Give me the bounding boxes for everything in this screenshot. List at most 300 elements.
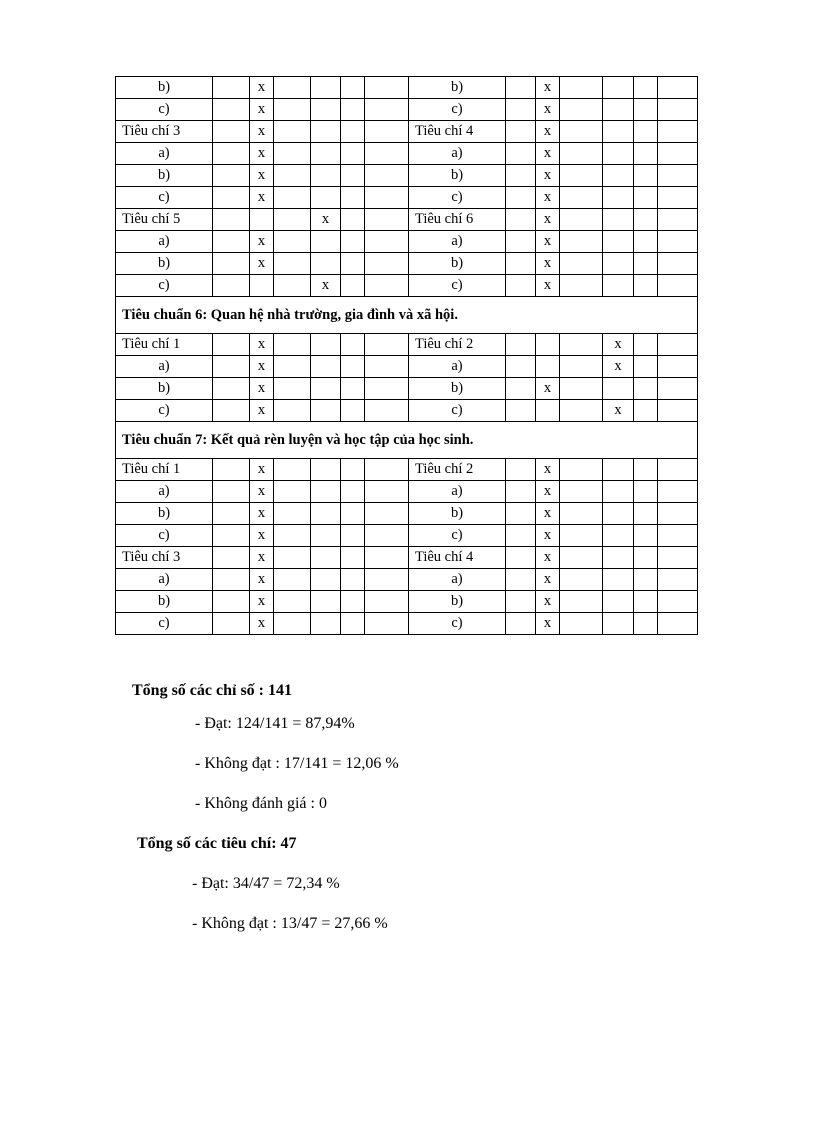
rating-cell — [560, 209, 603, 231]
right-criterion-label: c) — [409, 187, 506, 209]
rating-cell — [560, 121, 603, 143]
standard-heading-row — [116, 297, 698, 334]
rating-cell — [506, 459, 536, 481]
right-criterion-label: b) — [409, 503, 506, 525]
table-row — [116, 99, 698, 121]
rating-cell — [341, 459, 365, 481]
spacer-cell — [365, 459, 409, 481]
rating-cell: x — [250, 378, 274, 400]
rating-cell — [274, 99, 311, 121]
indicators-pass: - Đạt: 124/141 = 87,94% — [195, 715, 355, 732]
rating-cell: x — [536, 275, 560, 297]
spacer-cell — [365, 400, 409, 422]
right-criterion-label: a) — [409, 481, 506, 503]
rating-cell — [560, 378, 603, 400]
rating-cell — [213, 525, 250, 547]
rating-cell: x — [250, 525, 274, 547]
rating-cell — [603, 253, 634, 275]
rating-cell — [634, 99, 658, 121]
rating-cell — [311, 503, 341, 525]
rating-cell — [213, 400, 250, 422]
rating-cell — [634, 569, 658, 591]
rating-cell — [213, 459, 250, 481]
rating-cell — [634, 356, 658, 378]
right-criterion-label: c) — [409, 99, 506, 121]
table-row — [116, 525, 698, 547]
rating-cell — [274, 378, 311, 400]
rating-cell — [274, 77, 311, 99]
spacer-cell — [365, 165, 409, 187]
right-criterion-label: Tiêu chí 4 — [409, 547, 506, 569]
right-criterion-label: Tiêu chí 2 — [409, 459, 506, 481]
spacer-cell — [365, 187, 409, 209]
rating-cell — [603, 547, 634, 569]
left-criterion-label: c) — [116, 400, 213, 422]
rating-cell — [311, 99, 341, 121]
rating-cell — [603, 503, 634, 525]
rating-cell: x — [536, 187, 560, 209]
spacer-cell — [658, 165, 698, 187]
rating-cell — [603, 77, 634, 99]
rating-cell — [506, 591, 536, 613]
rating-cell — [213, 99, 250, 121]
criteria-fail: - Không đạt : 13/47 = 27,66 % — [192, 915, 388, 932]
spacer-cell — [658, 378, 698, 400]
rating-cell — [341, 77, 365, 99]
rating-cell — [213, 481, 250, 503]
rating-cell — [560, 547, 603, 569]
rating-cell — [274, 143, 311, 165]
spacer-cell — [365, 99, 409, 121]
table-row — [116, 569, 698, 591]
rating-cell: x — [250, 569, 274, 591]
rating-cell — [311, 334, 341, 356]
right-criterion-label: c) — [409, 400, 506, 422]
spacer-cell — [365, 613, 409, 635]
rating-cell — [506, 253, 536, 275]
spacer-cell — [365, 209, 409, 231]
right-criterion-label: Tiêu chí 6 — [409, 209, 506, 231]
rating-cell — [341, 231, 365, 253]
rating-cell — [603, 275, 634, 297]
left-criterion-label: a) — [116, 481, 213, 503]
table-row — [116, 121, 698, 143]
rating-cell — [274, 165, 311, 187]
rating-cell — [603, 569, 634, 591]
rating-cell — [603, 378, 634, 400]
rating-cell: x — [536, 613, 560, 635]
rating-cell — [506, 77, 536, 99]
right-criterion-label: b) — [409, 165, 506, 187]
rating-cell — [560, 503, 603, 525]
right-criterion-label: b) — [409, 591, 506, 613]
rating-cell — [506, 613, 536, 635]
spacer-cell — [658, 591, 698, 613]
rating-cell: x — [536, 481, 560, 503]
rating-cell — [274, 525, 311, 547]
left-criterion-label: Tiêu chí 5 — [116, 209, 213, 231]
rating-cell: x — [250, 356, 274, 378]
rating-cell — [250, 275, 274, 297]
rating-cell — [213, 569, 250, 591]
left-criterion-label: c) — [116, 525, 213, 547]
rating-cell — [213, 231, 250, 253]
right-criterion-label: a) — [409, 231, 506, 253]
rating-cell — [274, 231, 311, 253]
rating-cell — [560, 356, 603, 378]
left-criterion-label: b) — [116, 253, 213, 275]
rating-cell — [274, 121, 311, 143]
right-criterion-label: Tiêu chí 2 — [409, 334, 506, 356]
right-criterion-label: b) — [409, 378, 506, 400]
rating-cell — [274, 400, 311, 422]
rating-cell — [560, 231, 603, 253]
rating-cell — [311, 613, 341, 635]
rating-cell — [560, 165, 603, 187]
rating-cell — [274, 569, 311, 591]
rating-cell — [560, 253, 603, 275]
rating-cell: x — [250, 503, 274, 525]
rating-cell: x — [311, 209, 341, 231]
table-row — [116, 209, 698, 231]
rating-cell — [341, 569, 365, 591]
rating-cell — [311, 143, 341, 165]
standard-heading-row — [116, 422, 698, 459]
table-row — [116, 275, 698, 297]
rating-cell — [536, 400, 560, 422]
criteria-pass: - Đạt: 34/47 = 72,34 % — [192, 875, 340, 892]
rating-cell — [634, 231, 658, 253]
left-criterion-label: Tiêu chí 3 — [116, 547, 213, 569]
spacer-cell — [658, 231, 698, 253]
left-criterion-label: a) — [116, 231, 213, 253]
rating-cell: x — [250, 231, 274, 253]
table-row — [116, 547, 698, 569]
spacer-cell — [365, 253, 409, 275]
spacer-cell — [658, 400, 698, 422]
rating-cell — [213, 121, 250, 143]
spacer-cell — [365, 569, 409, 591]
rating-cell: x — [250, 591, 274, 613]
rating-cell — [506, 165, 536, 187]
rating-cell: x — [250, 99, 274, 121]
rating-cell — [634, 187, 658, 209]
rating-cell — [213, 187, 250, 209]
rating-cell: x — [536, 503, 560, 525]
rating-cell — [560, 613, 603, 635]
right-criterion-label: a) — [409, 569, 506, 591]
rating-cell — [213, 591, 250, 613]
spacer-cell — [658, 187, 698, 209]
rating-cell — [560, 99, 603, 121]
rating-cell — [506, 378, 536, 400]
rating-cell: x — [250, 481, 274, 503]
table-row — [116, 591, 698, 613]
spacer-cell — [365, 591, 409, 613]
table-row — [116, 356, 698, 378]
rating-cell: x — [536, 99, 560, 121]
left-criterion-label: a) — [116, 143, 213, 165]
rating-cell — [274, 591, 311, 613]
rating-cell — [506, 121, 536, 143]
left-criterion-label: Tiêu chí 3 — [116, 121, 213, 143]
spacer-cell — [658, 525, 698, 547]
rating-cell — [603, 231, 634, 253]
rating-cell — [341, 481, 365, 503]
left-criterion-label: Tiêu chí 1 — [116, 334, 213, 356]
rating-cell: x — [536, 77, 560, 99]
rating-cell — [634, 525, 658, 547]
rating-cell: x — [536, 121, 560, 143]
right-criterion-label: c) — [409, 275, 506, 297]
rating-cell — [274, 356, 311, 378]
rating-cell — [603, 209, 634, 231]
rating-cell — [311, 165, 341, 187]
rating-cell — [634, 613, 658, 635]
table-row — [116, 143, 698, 165]
rating-cell — [603, 591, 634, 613]
spacer-cell — [658, 77, 698, 99]
rating-cell — [274, 275, 311, 297]
rating-cell — [274, 613, 311, 635]
left-criterion-label: b) — [116, 591, 213, 613]
right-criterion-label: Tiêu chí 4 — [409, 121, 506, 143]
rating-cell: x — [536, 547, 560, 569]
rating-cell — [311, 400, 341, 422]
right-criterion-label: b) — [409, 77, 506, 99]
table-row — [116, 253, 698, 275]
rating-cell: x — [250, 253, 274, 275]
spacer-cell — [365, 378, 409, 400]
rating-cell — [603, 99, 634, 121]
rating-cell — [311, 356, 341, 378]
rating-cell — [311, 591, 341, 613]
table-row — [116, 503, 698, 525]
rating-cell — [213, 356, 250, 378]
rating-cell — [341, 275, 365, 297]
rating-cell — [341, 547, 365, 569]
rating-cell — [341, 356, 365, 378]
table-row — [116, 231, 698, 253]
rating-cell: x — [250, 459, 274, 481]
rating-cell: x — [536, 143, 560, 165]
rating-cell — [274, 209, 311, 231]
right-criterion-label: b) — [409, 253, 506, 275]
rating-cell — [341, 591, 365, 613]
rating-cell: x — [536, 378, 560, 400]
rating-cell: x — [536, 231, 560, 253]
rating-cell — [634, 378, 658, 400]
table-row — [116, 334, 698, 356]
rating-cell — [506, 481, 536, 503]
rating-cell — [274, 547, 311, 569]
spacer-cell — [365, 143, 409, 165]
rating-cell — [560, 400, 603, 422]
table-row — [116, 400, 698, 422]
spacer-cell — [658, 356, 698, 378]
rating-cell — [341, 503, 365, 525]
rating-cell — [603, 613, 634, 635]
rating-cell — [634, 400, 658, 422]
rating-cell — [634, 481, 658, 503]
rating-cell — [560, 459, 603, 481]
table-row — [116, 613, 698, 635]
rating-cell — [341, 187, 365, 209]
table-row — [116, 459, 698, 481]
spacer-cell — [365, 503, 409, 525]
rating-cell: x — [250, 547, 274, 569]
indicators-total: Tổng số các chỉ số : 141 — [132, 682, 292, 699]
rating-cell — [506, 275, 536, 297]
rating-cell — [506, 400, 536, 422]
rating-cell — [341, 613, 365, 635]
spacer-cell — [365, 275, 409, 297]
rating-cell — [213, 378, 250, 400]
rating-cell — [634, 459, 658, 481]
spacer-cell — [658, 275, 698, 297]
rating-cell — [213, 209, 250, 231]
indicators-unrated: - Không đánh giá : 0 — [195, 795, 327, 812]
rating-cell — [311, 253, 341, 275]
spacer-cell — [365, 547, 409, 569]
rating-cell — [213, 275, 250, 297]
indicators-fail: - Không đạt : 17/141 = 12,06 % — [195, 755, 399, 772]
spacer-cell — [658, 481, 698, 503]
table-row — [116, 165, 698, 187]
criteria-table — [115, 76, 698, 635]
rating-cell — [634, 77, 658, 99]
rating-cell — [311, 77, 341, 99]
spacer-cell — [658, 459, 698, 481]
rating-cell — [506, 547, 536, 569]
rating-cell: x — [536, 209, 560, 231]
rating-cell — [634, 165, 658, 187]
rating-cell — [311, 569, 341, 591]
left-criterion-label: a) — [116, 569, 213, 591]
rating-cell — [274, 334, 311, 356]
left-criterion-label: b) — [116, 503, 213, 525]
left-criterion-label: c) — [116, 275, 213, 297]
rating-cell: x — [250, 165, 274, 187]
standard-heading: Tiêu chuẩn 6: Quan hệ nhà trường, gia đình và xã hội. — [116, 297, 698, 334]
rating-cell: x — [536, 569, 560, 591]
left-criterion-label: b) — [116, 77, 213, 99]
rating-cell: x — [311, 275, 341, 297]
spacer-cell — [365, 231, 409, 253]
rating-cell: x — [250, 121, 274, 143]
left-criterion-label: Tiêu chí 1 — [116, 459, 213, 481]
spacer-cell — [658, 613, 698, 635]
rating-cell — [341, 525, 365, 547]
spacer-cell — [658, 209, 698, 231]
rating-cell — [603, 121, 634, 143]
rating-cell — [274, 459, 311, 481]
rating-cell — [634, 591, 658, 613]
rating-cell — [506, 209, 536, 231]
rating-cell: x — [536, 165, 560, 187]
rating-cell — [213, 334, 250, 356]
rating-cell — [274, 503, 311, 525]
rating-cell — [634, 547, 658, 569]
rating-cell — [536, 356, 560, 378]
rating-cell — [634, 334, 658, 356]
rating-cell — [560, 77, 603, 99]
right-criterion-label: a) — [409, 356, 506, 378]
left-criterion-label: a) — [116, 356, 213, 378]
rating-cell — [213, 143, 250, 165]
standard-heading: Tiêu chuẩn 7: Kết quả rèn luyện và học tập của học sinh. — [116, 422, 698, 459]
rating-cell — [341, 253, 365, 275]
rating-cell — [560, 569, 603, 591]
rating-cell — [213, 77, 250, 99]
rating-cell: x — [250, 143, 274, 165]
rating-cell — [506, 99, 536, 121]
spacer-cell — [365, 334, 409, 356]
left-criterion-label: b) — [116, 165, 213, 187]
right-criterion-label: c) — [409, 613, 506, 635]
rating-cell: x — [250, 613, 274, 635]
criteria-total: Tổng số các tiêu chí: 47 — [137, 835, 297, 852]
rating-cell — [603, 481, 634, 503]
rating-cell — [311, 547, 341, 569]
spacer-cell — [658, 503, 698, 525]
rating-cell — [560, 591, 603, 613]
rating-cell — [634, 503, 658, 525]
rating-cell: x — [603, 356, 634, 378]
rating-cell: x — [536, 253, 560, 275]
spacer-cell — [365, 121, 409, 143]
rating-cell — [311, 525, 341, 547]
rating-cell — [341, 378, 365, 400]
rating-cell — [341, 99, 365, 121]
spacer-cell — [658, 99, 698, 121]
rating-cell — [560, 187, 603, 209]
table-row — [116, 481, 698, 503]
table-row — [116, 77, 698, 99]
rating-cell — [341, 143, 365, 165]
rating-cell — [311, 187, 341, 209]
rating-cell — [274, 253, 311, 275]
rating-cell — [560, 481, 603, 503]
rating-cell — [311, 481, 341, 503]
rating-cell: x — [250, 400, 274, 422]
left-criterion-label: c) — [116, 613, 213, 635]
rating-cell — [634, 275, 658, 297]
table-row — [116, 187, 698, 209]
rating-cell — [341, 209, 365, 231]
rating-cell — [341, 334, 365, 356]
rating-cell — [634, 143, 658, 165]
rating-cell — [506, 525, 536, 547]
rating-cell — [213, 253, 250, 275]
rating-cell — [274, 481, 311, 503]
rating-cell: x — [603, 400, 634, 422]
rating-cell — [213, 547, 250, 569]
rating-cell — [506, 503, 536, 525]
rating-cell — [560, 334, 603, 356]
rating-cell — [311, 231, 341, 253]
right-criterion-label: c) — [409, 525, 506, 547]
rating-cell — [603, 165, 634, 187]
rating-cell — [311, 378, 341, 400]
rating-cell — [341, 400, 365, 422]
rating-cell — [506, 143, 536, 165]
rating-cell — [213, 165, 250, 187]
rating-cell — [603, 187, 634, 209]
rating-cell — [536, 334, 560, 356]
spacer-cell — [658, 334, 698, 356]
spacer-cell — [365, 525, 409, 547]
